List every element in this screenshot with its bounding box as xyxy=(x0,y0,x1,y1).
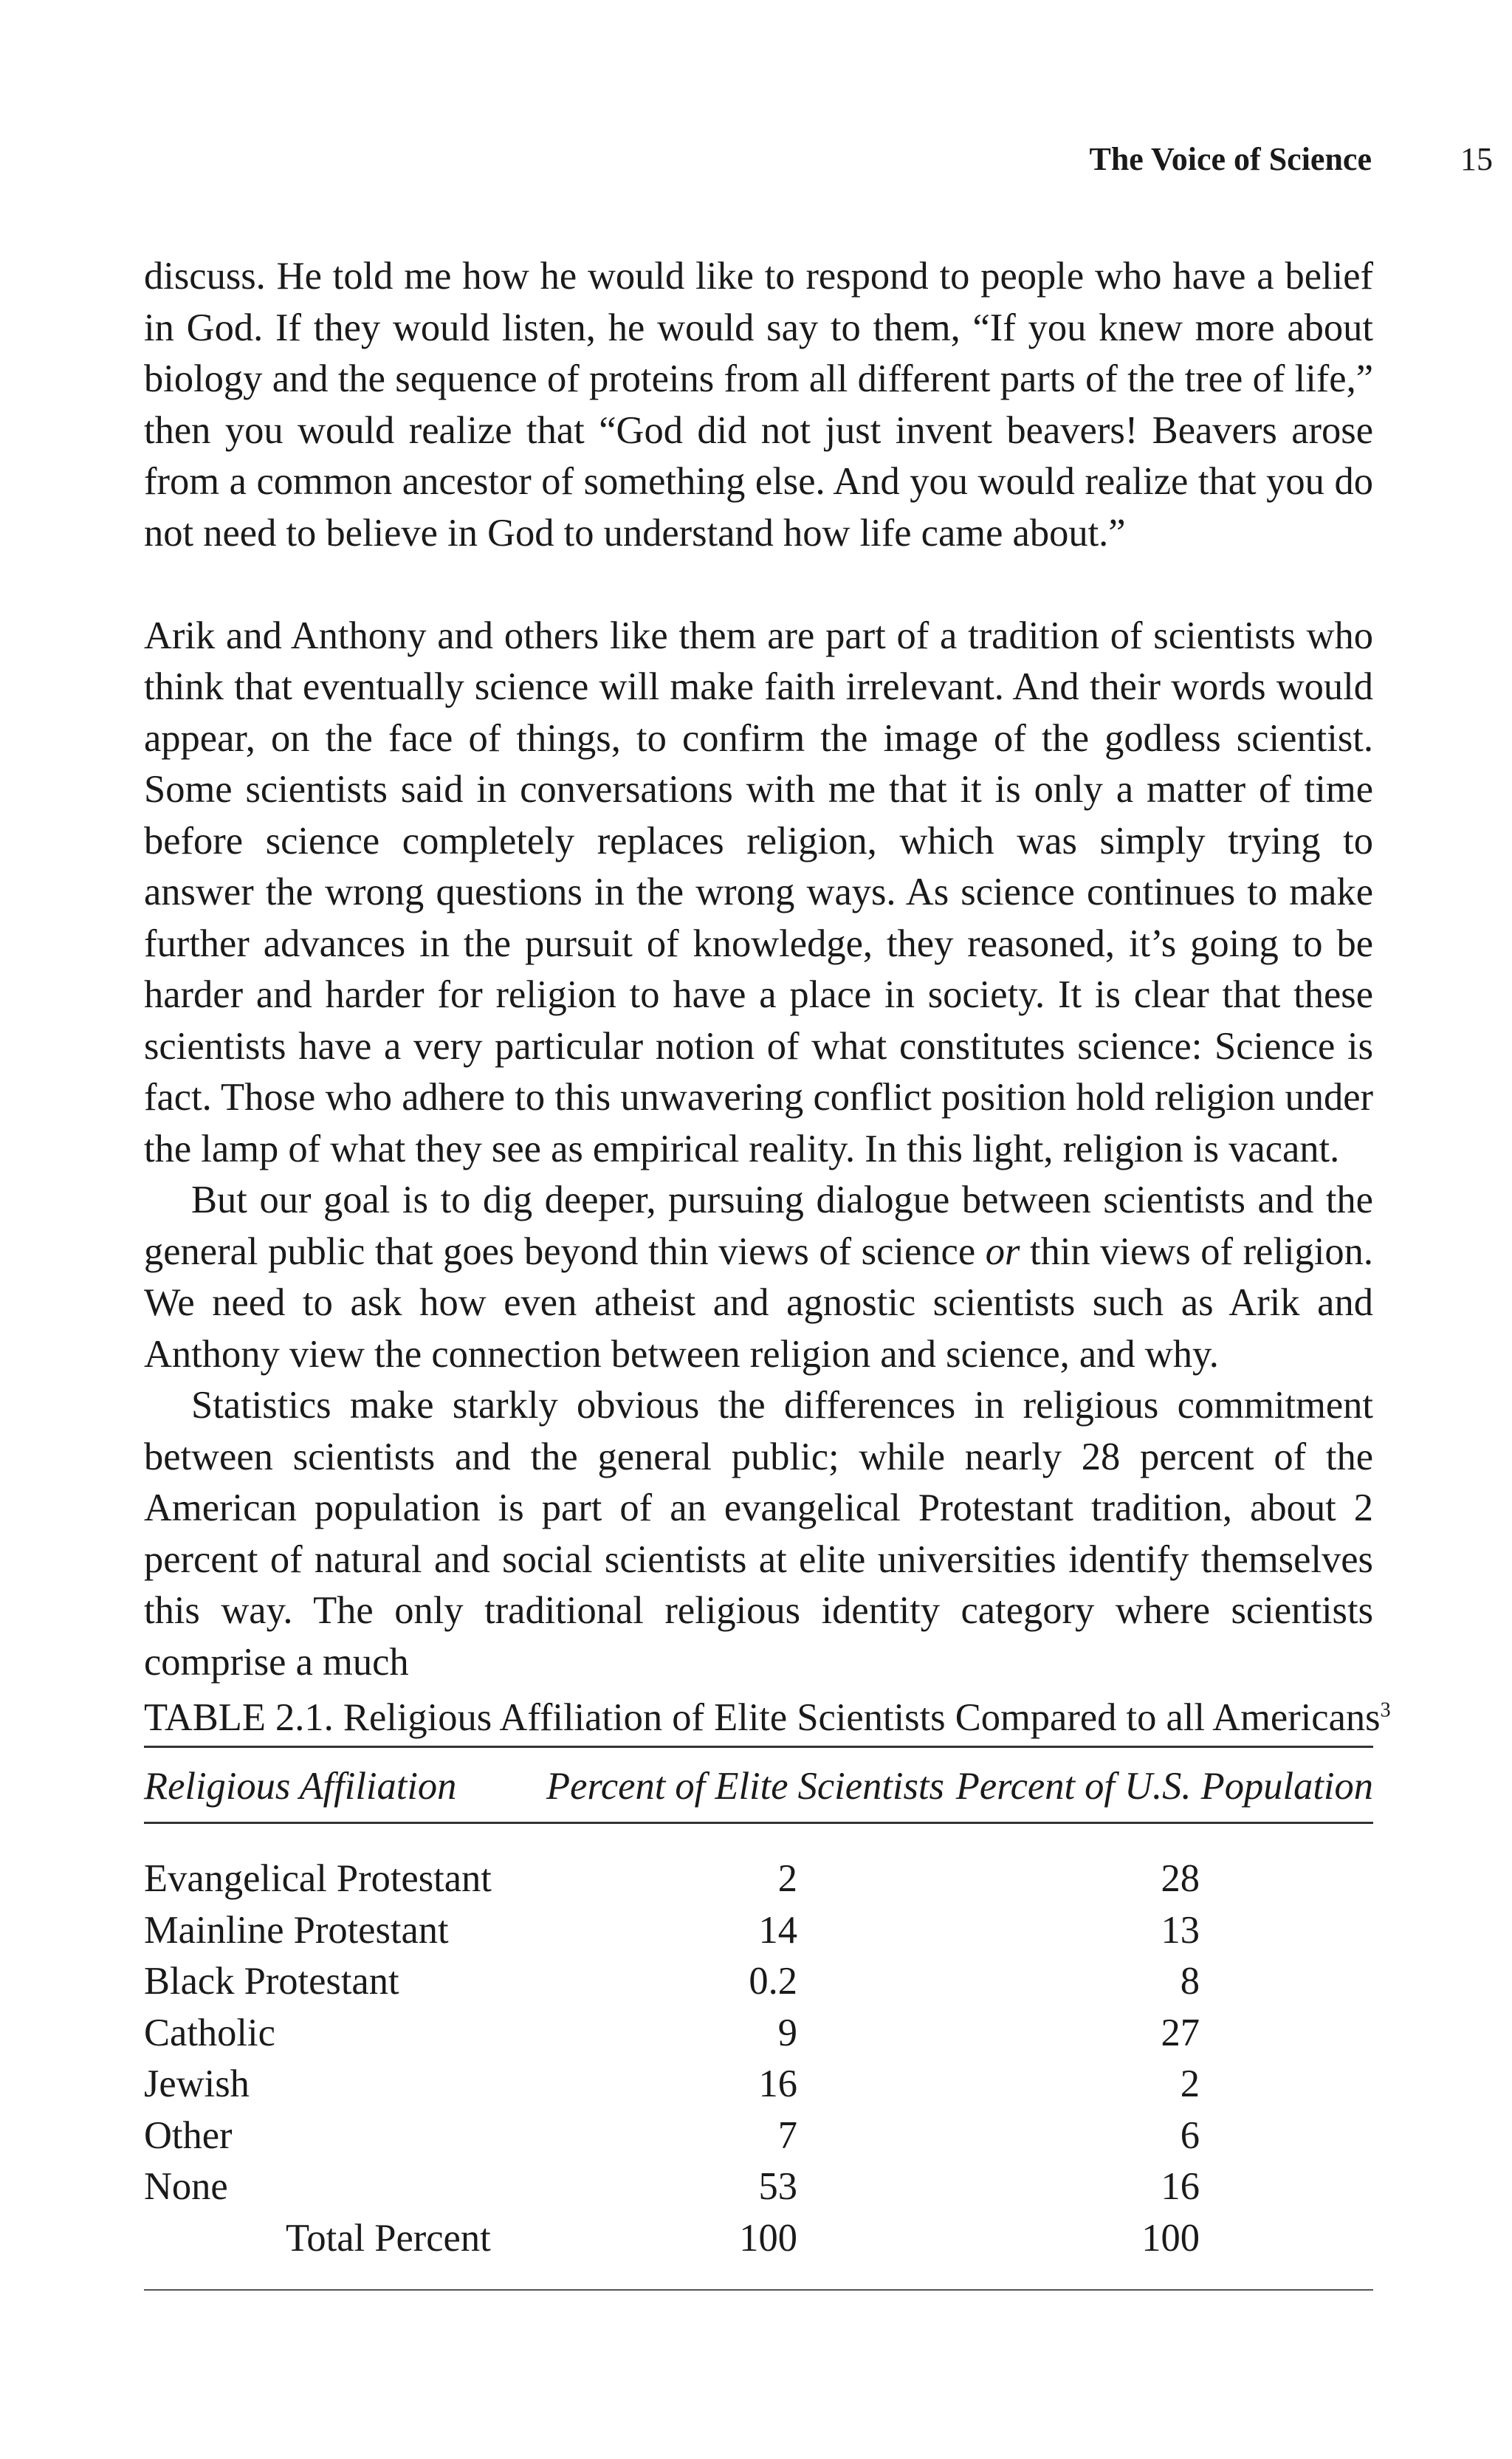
header-religious-affiliation: Religious Affiliation xyxy=(144,1765,457,1808)
table-header-row xyxy=(144,1748,1373,1824)
header-us-population: Percent of U.S. Population xyxy=(955,1765,1373,1808)
paragraph-1: discuss. He told me how he would like to respond to people who have a belief in God. If they would listen, he would say to them, “If you knew more about biology and the sequence of proteins from all different parts of the tree of life,” then you would realize that “God did not just invent beavers! Beavers arose from a common ancestor of something else. And you would realize that you do not need to believe in God to understand how life came about.” xyxy=(144,255,1373,555)
affiliation-cell: Mainline Protestant xyxy=(144,1908,449,1952)
scientists-total-cell: 100 xyxy=(739,2216,797,2260)
population-percent-cell: 16 xyxy=(1161,2165,1200,2208)
affiliation-table xyxy=(144,1690,1391,2291)
page-number: 15 xyxy=(1460,141,1493,177)
table-row xyxy=(144,1905,1373,1957)
table-row xyxy=(144,1956,1373,2008)
scientists-percent-cell: 14 xyxy=(758,1908,797,1952)
paragraph-4: Statistics make starkly obvious the differences in religious commitment between scientists and the general public; while nearly 28 percent of the American population is part of an evangelical Protestant tradition, about 2 percent of natural and social scientists at elite universities identify themselves this way. The only traditional religious identity category where scientists comprise a much xyxy=(144,1384,1373,1684)
header-elite-scientists: Percent of Elite Scientists xyxy=(546,1765,944,1808)
population-percent-cell: 28 xyxy=(1161,1857,1200,1900)
table-total-row xyxy=(144,2213,1373,2265)
total-label-cell: Total Percent xyxy=(286,2216,491,2260)
table-row xyxy=(144,2059,1373,2110)
paragraph-3-emphasis: or xyxy=(985,1230,1020,1273)
affiliation-cell: None xyxy=(144,2165,228,2208)
table-row xyxy=(144,1853,1373,1905)
table-caption-text: TABLE 2.1. Religious Affiliation of Elite Scientists Compared to all Americans xyxy=(144,1696,1381,1739)
population-percent-cell: 8 xyxy=(1180,1960,1200,2003)
scientists-percent-cell: 0.2 xyxy=(749,1960,797,2003)
scientists-percent-cell: 9 xyxy=(777,2011,797,2054)
table-caption xyxy=(144,1690,1391,1748)
population-percent-cell: 27 xyxy=(1161,2011,1200,2054)
affiliation-cell: Evangelical Protestant xyxy=(144,1857,492,1900)
affiliation-cell: Catholic xyxy=(144,2011,275,2054)
footnote-marker: 3 xyxy=(1380,1698,1391,1722)
affiliation-cell: Other xyxy=(144,2113,233,2157)
table-body xyxy=(144,1824,1373,2291)
table-row xyxy=(144,2110,1373,2162)
paragraph-3-text-b: thin views of religion. We need to ask how even atheist and agnostic scientists such as Arik and Anthony view the connection between religion and science, and why. xyxy=(144,1230,1373,1376)
table-row xyxy=(144,2008,1373,2060)
affiliation-cell: Black Protestant xyxy=(144,1960,399,2003)
population-percent-cell: 6 xyxy=(1180,2113,1200,2157)
scientists-percent-cell: 2 xyxy=(777,1857,797,1900)
running-head xyxy=(0,137,1512,182)
population-percent-cell: 13 xyxy=(1161,1908,1200,1952)
scientists-percent-cell: 16 xyxy=(758,2062,797,2105)
paragraph-3-text-a: But our goal is to dig deeper, pursuing dialogue between scientists and the general public that goes beyond thin views of science xyxy=(144,1179,1373,1273)
scientists-percent-cell: 53 xyxy=(758,2165,797,2208)
affiliation-cell: Jewish xyxy=(144,2062,250,2105)
population-percent-cell: 2 xyxy=(1180,2062,1200,2105)
paragraph-2: Arik and Anthony and others like them are part of a tradition of scientists who think that eventually science will make faith irrelevant. And their words would appear, on the face of things, to confirm the image of the godless scientist. Some scientists said in conversations with me that it is only a matter of time before science completely replaces religion, which was simply trying to answer the wrong questions in the wrong ways. As science continues to make further advances in the pursuit of knowledge, they reasoned, it’s going to be harder and harder for religion to have a place in society. It is clear that these scientists have a very particular notion of what constitutes science: Science is fact. Those who adhere to this unwavering conflict position hold religion under the lamp of what they see as empirical reality. In this light, religion is vacant. xyxy=(144,614,1373,1170)
running-title: The Voice of Science xyxy=(1089,141,1372,177)
body-text xyxy=(144,251,1373,1688)
table-row xyxy=(144,2161,1373,2213)
scientists-percent-cell: 7 xyxy=(777,2113,797,2157)
paragraph-3 xyxy=(144,1175,1373,1380)
population-total-cell: 100 xyxy=(1141,2216,1200,2260)
